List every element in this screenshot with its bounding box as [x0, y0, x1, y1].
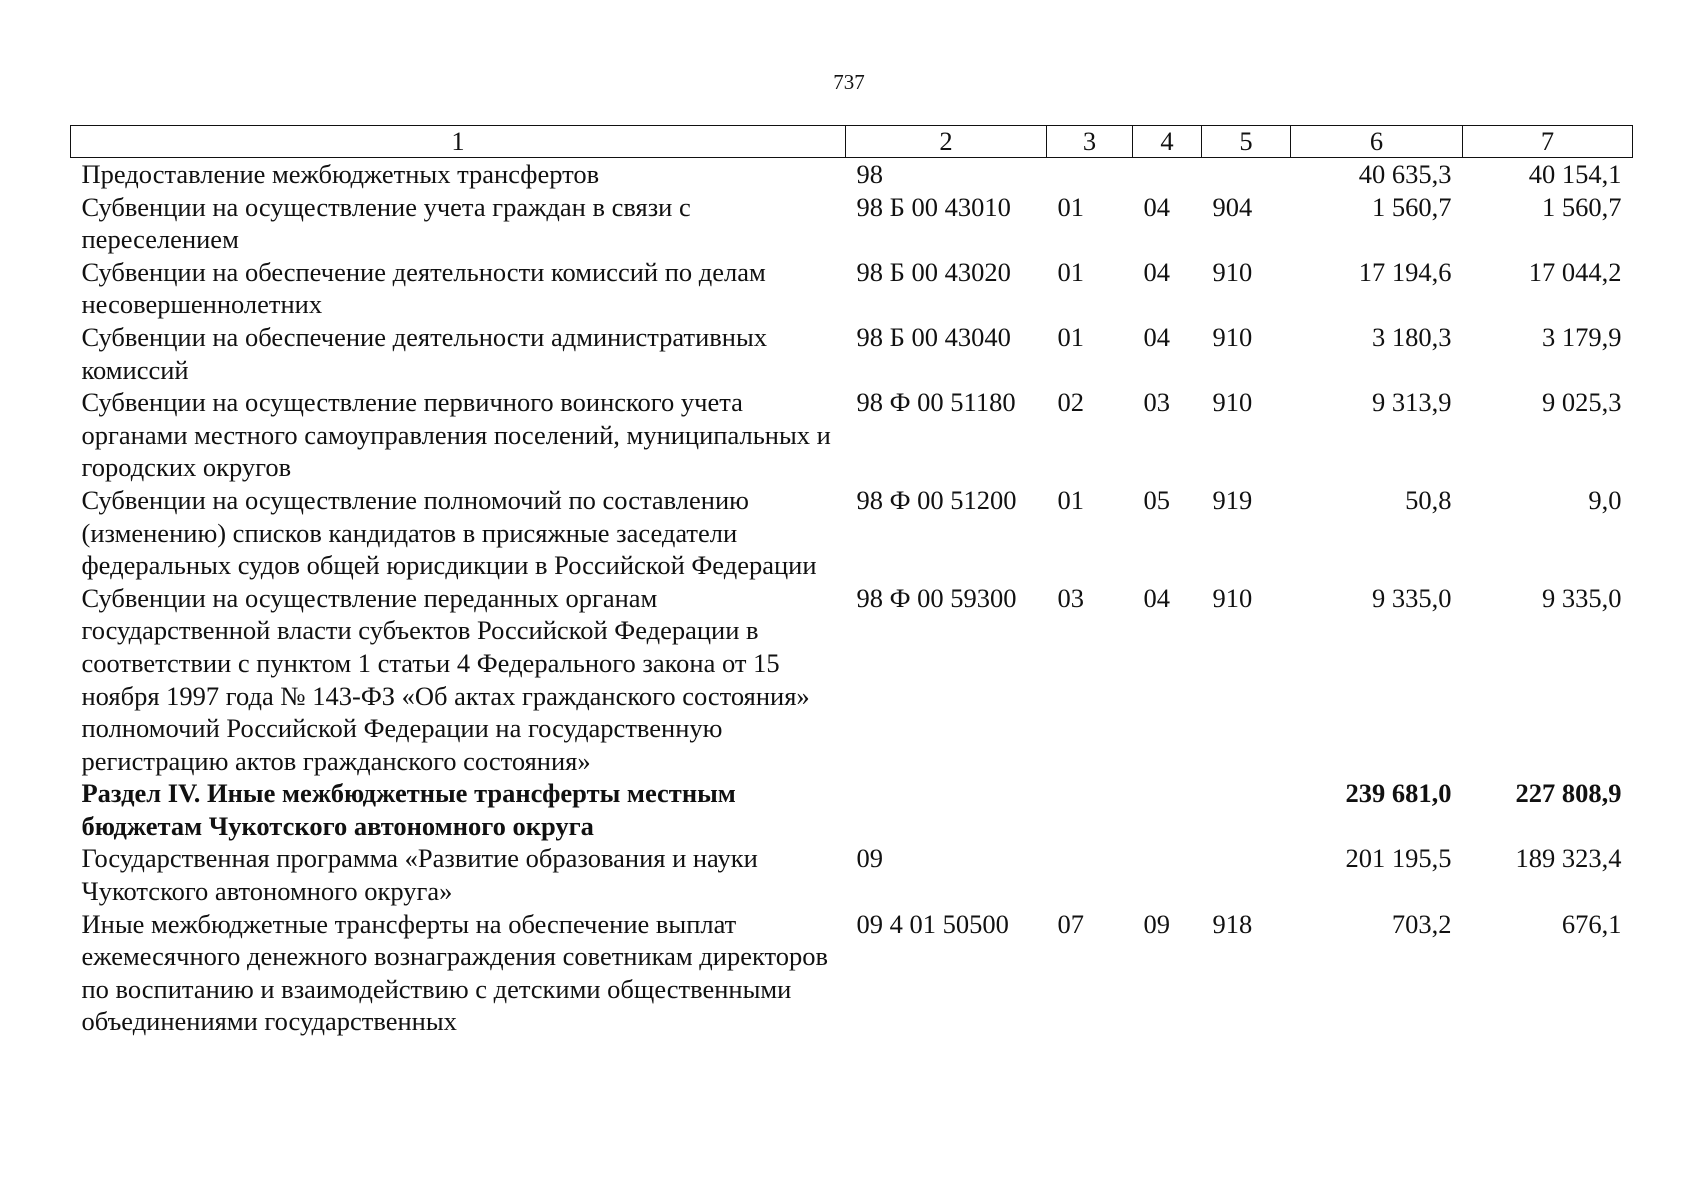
row-name-cell: Предоставление межбюджетных трансфертов — [81, 159, 600, 189]
header-col-7: 7 — [1463, 126, 1633, 158]
table-body — [71, 158, 1633, 1039]
table-row — [71, 256, 1633, 321]
header-row — [71, 126, 1633, 158]
row-name-cell: Субвенции на осуществление переданных органам государственной власти субъектов Российской Федерации в соответствии с пунктом 1 статьи 4 Федерального закона от 15 ноября 1997 года № 143-ФЗ «Об актах гражданского состояния» полномочий Российской Федерации на государственную регистрацию актов гражданского состояния» — [81, 582, 810, 776]
table-row — [71, 582, 1633, 778]
table-row — [71, 484, 1633, 582]
row-rz-cell: 01 — [1057, 191, 1084, 222]
row-rz-cell — [1047, 158, 1133, 191]
row-sum2-cell: 189 323,4 — [1515, 843, 1622, 874]
header-col-6: 6 — [1291, 126, 1463, 158]
row-vr-cell — [1202, 842, 1291, 907]
row-pr-cell: 04 — [1143, 582, 1170, 613]
row-vr-cell: 904 — [1212, 191, 1253, 222]
row-vr-cell: 910 — [1212, 321, 1253, 352]
row-name-cell: Государственная программа «Развитие образования и науки Чукотского автономного округа» — [81, 843, 758, 907]
row-name-cell: Иные межбюджетные трансферты на обеспечение выплат ежемесячного денежного вознаграждения советникам директоров по воспитанию и взаимодействию с детскими общественными объединениями государственных — [81, 908, 828, 1037]
row-sum2-cell: 9 335,0 — [1542, 582, 1622, 613]
row-sum2-cell: 1 560,7 — [1542, 191, 1622, 222]
section-row — [71, 777, 1633, 842]
row-vr-cell: 910 — [1212, 387, 1253, 418]
table-row — [71, 842, 1633, 907]
row-sum2-cell: 17 044,2 — [1528, 256, 1622, 287]
header-col-4: 4 — [1133, 126, 1202, 158]
row-pr-cell: 04 — [1143, 256, 1170, 287]
row-pr-cell: 04 — [1143, 191, 1170, 222]
header-col-5: 5 — [1202, 126, 1291, 158]
page-number: 737 — [833, 70, 865, 94]
row-rz-cell — [1047, 777, 1133, 842]
row-sum2-cell: 3 179,9 — [1542, 321, 1622, 352]
row-name-cell: Субвенции на осуществление учета граждан в связи с переселением — [81, 191, 691, 255]
table-row — [71, 908, 1633, 1038]
row-rz-cell: 07 — [1057, 908, 1084, 939]
row-csr-cell: 98 Б 00 43010 — [856, 191, 1011, 222]
row-sum2-cell: 676,1 — [1561, 908, 1622, 939]
row-csr-cell: 98 Ф 00 51180 — [856, 387, 1016, 418]
row-name-cell: Раздел IV. Иные межбюджетные трансферты местным бюджетам Чукотского автономного округа — [81, 778, 736, 841]
row-name-cell: Субвенции на осуществление первичного воинского учета органами местного самоуправления поселений, муниципальных и городских округов — [81, 387, 831, 483]
row-sum1-cell: 9 313,9 — [1372, 387, 1452, 418]
row-sum1-cell: 3 180,3 — [1372, 321, 1452, 352]
row-csr-cell: 98 Б 00 43040 — [856, 321, 1011, 352]
row-sum1-cell: 17 194,6 — [1358, 256, 1452, 287]
row-csr-cell: 98 Б 00 43020 — [856, 256, 1011, 287]
row-csr-cell: 09 4 01 50500 — [856, 908, 1009, 939]
budget-table — [70, 125, 1633, 1038]
row-pr-cell: 05 — [1143, 484, 1170, 515]
row-name-cell: Субвенции на обеспечение деятельности комиссий по делам несовершеннолетних — [81, 256, 766, 320]
header-col-1: 1 — [71, 126, 846, 158]
row-pr-cell — [1133, 158, 1202, 191]
row-sum1-cell: 201 195,5 — [1345, 843, 1452, 874]
table-row — [71, 191, 1633, 256]
row-sum1-cell: 703,2 — [1391, 908, 1452, 939]
row-vr-cell: 910 — [1212, 256, 1253, 287]
row-name-cell: Субвенции на осуществление полномочий по составлению (изменению) списков кандидатов в присяжные заседатели федеральных судов общей юрисдикции в Российской Федерации — [81, 484, 817, 581]
row-sum1-cell: 50,8 — [1405, 484, 1452, 515]
row-sum1-cell: 1 560,7 — [1372, 191, 1452, 222]
table-row — [71, 158, 1633, 191]
row-pr-cell: 03 — [1143, 387, 1170, 418]
row-sum2-cell: 9 025,3 — [1542, 387, 1622, 418]
row-rz-cell: 01 — [1057, 321, 1084, 352]
row-vr-cell — [1202, 777, 1291, 842]
row-vr-cell: 910 — [1212, 582, 1253, 613]
row-rz-cell: 01 — [1057, 484, 1084, 515]
row-sum2-cell: 40 154,1 — [1528, 159, 1622, 189]
row-csr-cell: 98 — [856, 159, 883, 189]
row-vr-cell: 918 — [1212, 908, 1253, 939]
row-vr-cell — [1202, 158, 1291, 191]
row-csr-cell: 98 Ф 00 59300 — [856, 582, 1017, 613]
row-csr-cell: 09 — [856, 843, 883, 874]
row-sum2-cell: 227 808,9 — [1515, 778, 1622, 809]
table-header — [71, 126, 1633, 158]
header-col-3: 3 — [1047, 126, 1133, 158]
row-sum1-cell: 239 681,0 — [1345, 778, 1452, 809]
row-pr-cell — [1133, 842, 1202, 907]
row-csr-cell: 98 Ф 00 51200 — [856, 484, 1017, 515]
row-rz-cell: 03 — [1057, 582, 1084, 613]
row-csr-cell — [846, 777, 1047, 842]
header-col-2: 2 — [846, 126, 1047, 158]
row-rz-cell — [1047, 842, 1133, 907]
row-vr-cell: 919 — [1212, 484, 1253, 515]
row-sum1-cell: 9 335,0 — [1372, 582, 1452, 613]
row-name-cell: Субвенции на обеспечение деятельности административных комиссий — [81, 321, 768, 385]
row-pr-cell: 04 — [1143, 321, 1170, 352]
table-row — [71, 386, 1633, 484]
row-pr-cell — [1133, 777, 1202, 842]
row-sum2-cell: 9,0 — [1588, 484, 1622, 515]
table-row — [71, 321, 1633, 386]
row-sum1-cell: 40 635,3 — [1358, 159, 1452, 189]
row-rz-cell: 01 — [1057, 256, 1084, 287]
row-pr-cell: 09 — [1143, 908, 1170, 939]
row-rz-cell: 02 — [1057, 387, 1084, 418]
